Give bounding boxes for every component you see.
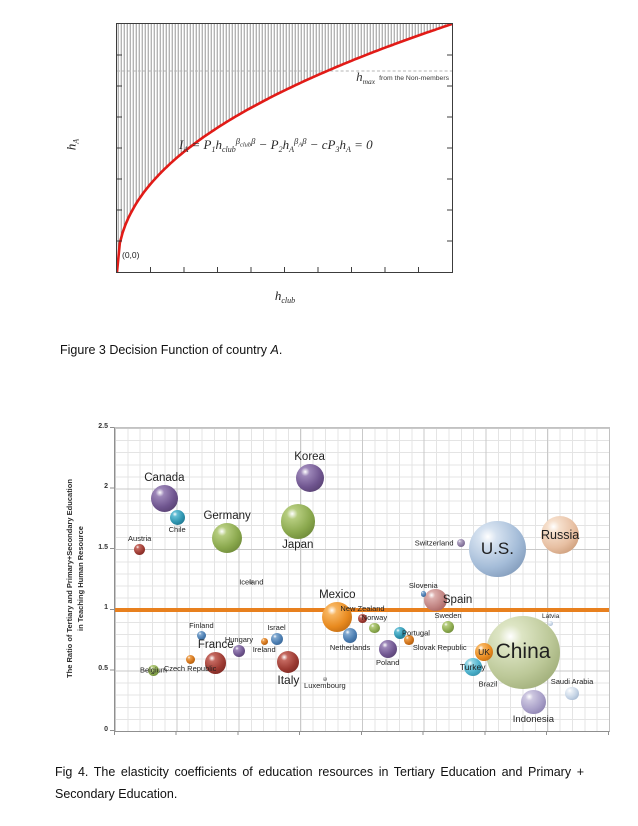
bubble-label-spain: Spain [442, 594, 473, 607]
y-tick-label-1: 1 [104, 604, 108, 612]
equation-token: A [289, 145, 295, 154]
bubble-label-brazil: Brazil [478, 679, 498, 689]
equation-token: h [282, 137, 290, 152]
y-tick-label-0: 0 [104, 725, 108, 733]
equation-token: = P [188, 137, 212, 152]
y-title-line2: in Teaching Human Resource [75, 526, 85, 631]
bubble-label-china: China [495, 640, 551, 664]
x-axis-base: h [274, 288, 282, 303]
bubble-saudi-arabia [565, 687, 578, 700]
bubble-label-czech-republic: Czech Republic [163, 664, 217, 673]
equation-token: 3 [335, 145, 340, 154]
fig3-caption-prefix: Figure 3 Decision Function of country [60, 342, 271, 357]
bubble-slovenia [421, 591, 426, 596]
bubble-norway [369, 623, 380, 634]
bubble-label-uk: UK [478, 647, 490, 658]
equation-token: A [298, 141, 303, 149]
bubble-japan [281, 504, 316, 539]
fig3-caption-suffix: . [278, 342, 283, 357]
fig3-hmax-label [356, 68, 449, 86]
equation-exponent [235, 136, 256, 149]
bubble-label-saudi-arabia: Saudi Arabia [550, 676, 594, 686]
bubble-switzerland [457, 539, 466, 548]
y-axis-sub: A [71, 138, 81, 144]
figure3-plot [116, 23, 453, 273]
bubble-label-slovak-republic: Slovak Republic [412, 642, 467, 652]
bubble-label-portugal: Portugal [402, 628, 430, 638]
bubble-label-new-zealand: New Zealand [340, 604, 385, 613]
y-tick-label-2-5: 2.5 [98, 422, 108, 430]
bubble-israel [271, 633, 283, 645]
equation-token: β [294, 136, 299, 146]
bubble-indonesia [521, 690, 546, 715]
bubble-germany [212, 523, 242, 553]
y-axis-base: h [63, 143, 79, 151]
bubble-netherlands [343, 628, 358, 643]
bubble-chile [170, 510, 185, 525]
bubble-ireland [261, 638, 268, 645]
equation-token: h [339, 137, 346, 152]
bubble-label-luxembourg: Luxembourg [304, 680, 346, 690]
bubble-label-israel: Israel [267, 622, 286, 632]
bubble-label-netherlands: Netherlands [329, 642, 371, 652]
fig4-plot-area [114, 427, 610, 732]
bubble-label-finland: Finland [189, 620, 214, 630]
bubble-label-latvia: Latvia [542, 613, 560, 620]
bubble-label-indonesia: Indonesia [512, 714, 554, 726]
bubble-label-ireland: Ireland [252, 644, 276, 654]
figure4-chart [60, 420, 616, 742]
bubble-label-japan: Japan [282, 538, 314, 551]
bubble-label-belgium: Belgium [139, 665, 168, 675]
bubble-italy [277, 651, 299, 673]
fig3-equation [179, 136, 373, 154]
bubble-label-austria: Austria [128, 533, 152, 543]
equation-token: = 0 [350, 137, 373, 152]
equation-token: I [179, 137, 184, 152]
equation-exponent [294, 136, 307, 149]
equation-token: − cP [306, 137, 336, 152]
equation-token: β [235, 136, 240, 146]
equation-token: β [251, 136, 256, 146]
fig4-y-axis-title [65, 427, 87, 730]
bubble-label-slovenia: Slovenia [408, 581, 438, 591]
bubble-label-france: France [197, 639, 234, 652]
bubble-label-iceland: Iceland [239, 577, 264, 587]
bubble-label-canada: Canada [144, 471, 185, 484]
equation-token: − P [255, 137, 279, 152]
y-tick-label-1-5: 1.5 [98, 543, 108, 551]
equation-token: 2 [278, 145, 283, 154]
hmax-note: from the Non-members [379, 74, 449, 82]
bubble-label-switzerland: Switzerland [414, 538, 454, 548]
x-axis-sub: club [281, 296, 296, 305]
bubble-hungary [233, 645, 245, 657]
bubble-label-turkey: Turkey [459, 661, 486, 672]
fig3-caption [60, 343, 282, 357]
fig3-caption-country: A [270, 342, 279, 357]
bubble-label-korea: Korea [294, 450, 325, 463]
bubble-czech-republic [186, 655, 195, 664]
bubble-sweden [442, 621, 454, 633]
bubble-label-sweden: Sweden [434, 610, 462, 620]
equation-token: h [215, 137, 222, 152]
bubble-label-u-s: U.S. [480, 539, 514, 559]
hmax-base: h [356, 69, 363, 84]
bubble-canada [151, 485, 178, 512]
fig3-y-axis-label [64, 123, 81, 167]
equation-token: A [345, 145, 351, 154]
bubble-label-russia: Russia [540, 527, 580, 542]
bubble-label-mexico: Mexico [319, 589, 356, 602]
fig3-origin-label: (0,0) [122, 250, 140, 260]
bubble-austria [134, 544, 145, 555]
fig4-caption-line2: Secondary Education. [55, 787, 178, 801]
bubble-label-italy: Italy [277, 672, 300, 687]
y-title-line1: The Ratio of Tertiary and Primary+Secondary Education [65, 479, 74, 678]
fig3-x-axis-label [257, 288, 313, 305]
equation-token: club [221, 145, 236, 154]
equation-token: 1 [211, 145, 216, 154]
y-tick-label-0-5: 0.5 [98, 664, 108, 672]
bubble-poland [379, 640, 397, 658]
fig4-caption [55, 761, 584, 805]
bubble-label-germany: Germany [203, 510, 251, 523]
hmax-sub: max [362, 77, 376, 86]
bubble-label-chile: Chile [168, 525, 186, 535]
y-tick-label-2: 2 [104, 483, 108, 491]
equation-token: A [183, 145, 189, 154]
bubble-label-hungary: Hungary [224, 635, 254, 644]
equation-token: club [239, 141, 252, 149]
bubble-label-norway: Norway [361, 612, 388, 622]
bubble-latvia [548, 621, 553, 626]
bubble-korea [296, 464, 324, 492]
equation-token: β [302, 136, 307, 146]
bubble-label-poland: Poland [376, 657, 400, 667]
fig4-caption-line1: Fig 4. The elasticity coefficients of education resources in Tertiary Education and Primary + [55, 765, 584, 779]
